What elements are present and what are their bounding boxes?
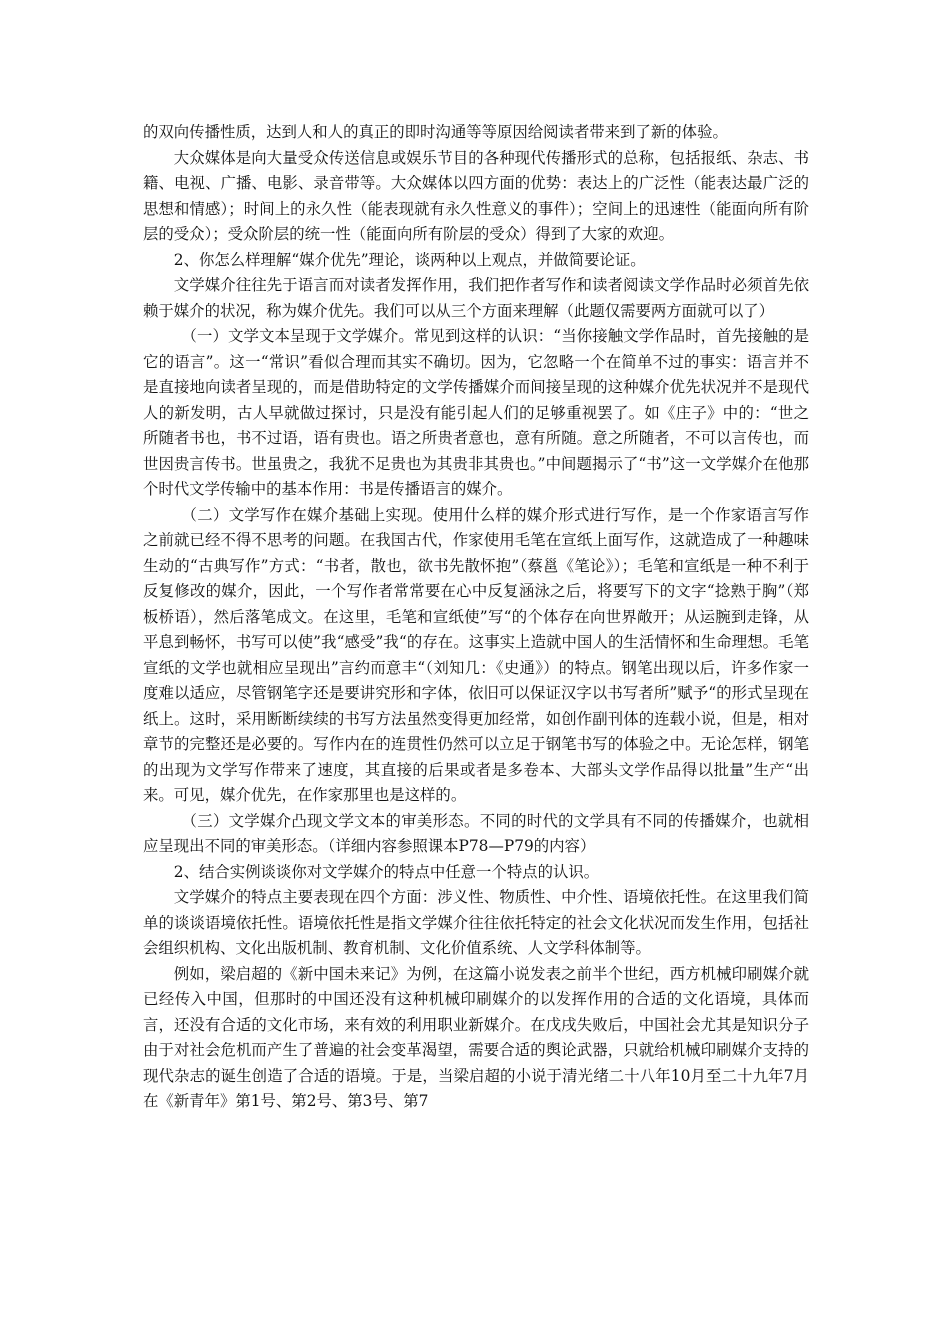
question-2-example-heading: 2、结合实例谈谈你对文学媒介的特点中任意一个特点的认识。 [173,862,600,881]
paragraph-point-2: （二）文学写作在媒介基础上实现。使用什么样的媒介形式进行写作，是一个作家语言写作之前就已经不得不思考的问题。在我国古代，作家使用毛笔在宣纸上面写作，这就造成了一种趣味生动的“古典写作”方式：“书者，散也，欲书先散怀抱”（蔡邕《笔论》）；毛笔和宣纸是一种不利于反复修改的媒介，因此，一个写作者常常要在心中反复涵泳之后，将要写下的文字“捻熟于胸”（郑板桥语），然后落笔成文。在这里，毛笔和宣纸使”写“的个体存在向世界敞开；从运腕到走锋，从平息到畅怀，书写可以使”我“感受”我“的存在。这事实上造就中国人的生活情怀和生命理想。毛笔宣纸的文学也就相应呈现出”言约而意丰“（刘知几：《史通》）的特点。钢笔出现以后，许多作家一度难以适应，尽管钢笔字还是要讲究形和字体，依旧可以保证汉字以书写者所”赋予“的形式呈现在纸上。这时，采用断断续续的书写方法虽然变得更加经常，如创作副刊体的连载小说，但是，相对章节的完整还是必要的。写作内在的连贯性仍然可以立足于钢笔书写的体验之中。无论怎样，钢笔的出现为文学写作带来了速度，其直接的后果或者是多卷本、大部头文学作品得以批量”生产“出来。可见，媒介优先，在作家那里也是这样的。 [143,505,809,804]
paragraph-example: 例如，梁启超的《新中国未来记》为例，在这篇小说发表之前半个世纪，西方机械印刷媒介就已经传入中国，但那时的中国还没有这种机械印刷媒介的以发挥作用的合适的文化语境，具体而言，还没有合适的文化市场，来有效的利用职业新媒介。在戊戌失败后，中国社会尤其是知识分子由于对社会危机而产生了普遍的社会变革渴望，需要合适的舆论武器，只就给机械印刷媒介支持的现代杂志的诞生创造了合适的语境。于是，当梁启超的小说于清光绪二十八年10月至二十九年7月在《新青年》第1号、第2号、第3号、第7 [143,964,809,1110]
document-body [143,120,809,1115]
paragraph-media-priority: 文学媒介往往先于语言而对读者发挥作用，我们把作者写作和读者阅读文学作品时必须首先依赖于媒介的状况，称为媒介优先。我们可以从三个方面来理解（此题仅需要两方面就可以了） [143,276,809,320]
paragraph-mass-media: 大众媒体是向大量受众传送信息或娱乐节目的各种现代传播形式的总称，包括报纸、杂志、书籍、电视、广播、电影、录音带等。大众媒体以四方面的优势：表达上的广泛性（能表达最广泛的思想和情感）；时间上的永久性（能表现就有永久性意义的事件）；空间上的迅速性（能面向所有阶层的受众）；受众阶层的统一性（能面向所有阶层的受众）得到了大家的欢迎。 [143,148,809,243]
paragraph-media-features: 文学媒介的特点主要表现在四个方面：涉义性、物质性、中介性、语境依托性。在这里我们简单的谈谈语境依托性。语境依托性是指文学媒介往往依托特定的社会文化状况而发生作用，包括社会组织机构、文化出版机制、教育机制、文化价值系统、人文学科体制等。 [143,888,809,957]
question-2-heading: 2、你怎么样理解“媒介优先”理论，谈两种以上观点，并做简要论证。 [173,250,646,269]
paragraph-point-1: （一）文学文本呈现于文学媒介。常见到这样的认识：“当你接触文学作品时，首先接触的是它的语言”。这一“常识”看似合理而其实不确切。因为，它忽略一个在简单不过的事实：语言并不是直接地向读者呈现的，而是借助特定的文学传播媒介而间接呈现的这种媒介优先状况并不是现代人的新发明，古人早就做过探讨，只是没有能引起人们的足够重视罢了。如《庄子》中的：“世之所随者书也，书不过语，语有贵也。语之所贵者意也，意有所随。意之所随者，不可以言传也，而世因贵言传书。世虽贵之，我犹不足贵也为其贵非其贵也。”中间题揭示了“书”这一文学媒介在他那个时代文学传输中的基本作用：书是传播语言的媒介。 [143,327,809,498]
paragraph-continuation: 的双向传播性质，达到人和人的真正的即时沟通等等原因给阅读者带来到了新的体验。 [143,123,728,141]
paragraph-point-3: （三）文学媒介凸现文学文本的审美形态。不同的时代的文学具有不同的传播媒介，也就相应呈现出不同的审美形态。（详细内容参照课本P78—P79的内容） [143,811,809,855]
